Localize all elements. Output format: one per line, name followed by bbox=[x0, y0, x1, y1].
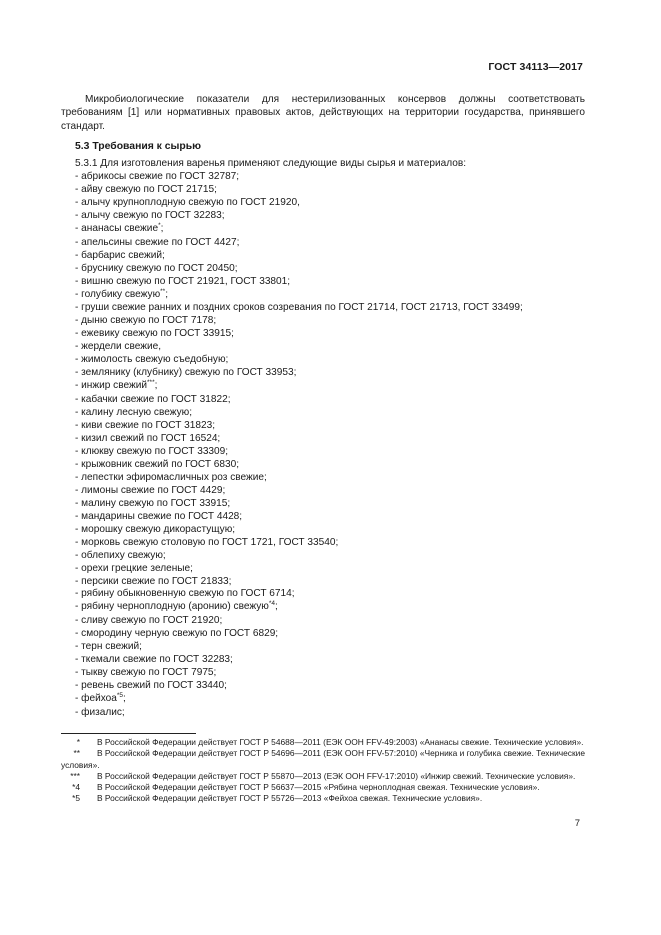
list-item-text: - малину свежую по ГОСТ 33915; bbox=[75, 497, 231, 509]
list-item bbox=[75, 394, 595, 407]
intro-paragraph bbox=[61, 93, 585, 133]
list-item bbox=[75, 276, 595, 289]
list-item bbox=[75, 707, 595, 720]
list-item bbox=[75, 354, 595, 367]
list-item bbox=[75, 667, 595, 680]
list-item-punctuation: ; bbox=[154, 380, 158, 392]
list-item bbox=[75, 407, 595, 420]
list-items bbox=[75, 171, 595, 720]
list-item bbox=[75, 263, 595, 276]
list-item bbox=[75, 223, 595, 237]
list-item-text: - кизил свежий по ГОСТ 16524; bbox=[75, 433, 221, 445]
list-item-text: - орехи грецкие зеленые; bbox=[75, 562, 193, 574]
footnotes bbox=[61, 737, 585, 805]
footnote-text: В Российской Федерации действует ГОСТ Р 54688—2011 (ЕЭК ООН FFV-49:2003) «Ананасы свежие. Технические условия». bbox=[97, 737, 584, 747]
footnote-mark: ** bbox=[73, 748, 80, 759]
list-item bbox=[75, 601, 595, 615]
list-item bbox=[75, 576, 595, 589]
list-item-text: - жимолость свежую съедобную; bbox=[75, 354, 229, 366]
document-code-header: ГОСТ 34113—2017 bbox=[488, 61, 583, 73]
footnote-mark: *** bbox=[70, 770, 80, 781]
list-item-punctuation: ; bbox=[274, 601, 278, 613]
list-item-text: - барбарис свежий; bbox=[75, 249, 165, 261]
footnote-mark: *5 bbox=[72, 793, 80, 804]
list-item bbox=[75, 459, 595, 472]
list-item-text: - морковь свежую столовую по ГОСТ 1721, ГОСТ 33540; bbox=[75, 536, 339, 548]
intro-text: Микробиологические показатели для нестерилизованных консервов должны соответствовать требованиям [1] или нормативных правовых актов, действующих на территории государства, принявшего стандарт. bbox=[61, 94, 585, 132]
list-item-text: - крыжовник свежий по ГОСТ 6830; bbox=[75, 458, 240, 470]
list-item-punctuation: ; bbox=[160, 222, 164, 234]
list-item-punctuation: ; bbox=[165, 288, 169, 300]
list-item-text: - ткемали свежие по ГОСТ 32283; bbox=[75, 654, 233, 666]
list-item bbox=[75, 250, 595, 263]
list-item-text: - физалис; bbox=[75, 707, 125, 719]
list-item bbox=[75, 615, 595, 628]
list-item-text: - землянику (клубнику) свежую по ГОСТ 33953; bbox=[75, 367, 297, 379]
list-item bbox=[75, 210, 595, 223]
list-item-text: - тыкву свежую по ГОСТ 7975; bbox=[75, 667, 217, 679]
list-item-text: - фейхоа bbox=[75, 693, 117, 705]
list-item bbox=[75, 433, 595, 446]
list-item bbox=[75, 289, 595, 303]
footnote-text: В Российской Федерации действует ГОСТ Р 54696—2011 (ЕЭК ООН FFV-57:2010) «Черника и голубика свежие. Технические условия». bbox=[61, 748, 585, 770]
list-item-text: - рябину обыкновенную свежую по ГОСТ 6714; bbox=[75, 588, 295, 600]
list-item-text: - терн свежий; bbox=[75, 641, 142, 653]
list-item-text: - жердели свежие, bbox=[75, 341, 162, 353]
list-item-text: - калину лесную свежую; bbox=[75, 407, 192, 419]
list-item-text: - дыню свежую по ГОСТ 7178; bbox=[75, 315, 217, 327]
list-item bbox=[75, 524, 595, 537]
list-item-text: - кабачки свежие по ГОСТ 31822; bbox=[75, 394, 231, 406]
footnote-text: В Российской Федерации действует ГОСТ Р 56637—2015 «Рябина черноплодная свежая. Технические условия». bbox=[97, 782, 540, 793]
list-item-text: - лепестки эфиромасличных роз свежие; bbox=[75, 471, 267, 483]
list-item bbox=[75, 380, 595, 394]
footnote bbox=[61, 737, 585, 748]
list-item-punctuation: ; bbox=[123, 693, 126, 705]
list-item-text: - абрикосы свежие по ГОСТ 32787; bbox=[75, 170, 240, 182]
list-item bbox=[75, 537, 595, 550]
list-item bbox=[75, 693, 595, 707]
list-item-text: - ежевику свежую по ГОСТ 33915; bbox=[75, 328, 234, 340]
list-item bbox=[75, 563, 595, 576]
raw-materials-list bbox=[75, 158, 595, 720]
footnote-reference: *4 bbox=[268, 600, 275, 608]
list-item-text: - ананасы свежие bbox=[75, 222, 159, 234]
list-item bbox=[75, 197, 595, 210]
footnote-reference: ** bbox=[160, 287, 166, 295]
list-item bbox=[75, 511, 595, 524]
footnote bbox=[61, 782, 585, 793]
footnote-mark: *4 bbox=[72, 782, 80, 793]
list-item-text: - морошку свежую дикорастущую; bbox=[75, 523, 236, 535]
list-item-text: - инжир свежий bbox=[75, 380, 148, 392]
list-item-text: - клюкву свежую по ГОСТ 33309; bbox=[75, 445, 229, 457]
list-item bbox=[75, 472, 595, 485]
list-item-text: - голубику свежую bbox=[75, 288, 161, 300]
list-item bbox=[75, 184, 595, 197]
footnote-separator bbox=[61, 733, 196, 734]
footnote-reference: *** bbox=[147, 379, 155, 387]
list-item bbox=[75, 680, 595, 693]
list-item-text: - рябину черноплодную (аронию) свежую bbox=[75, 601, 269, 613]
list-item-text: - алычу свежую по ГОСТ 32283; bbox=[75, 209, 225, 221]
list-item-text: - киви свежие по ГОСТ 31823; bbox=[75, 420, 216, 432]
list-item bbox=[75, 328, 595, 341]
list-item-text: - сливу свежую по ГОСТ 21920; bbox=[75, 615, 223, 627]
list-item bbox=[75, 302, 595, 315]
footnote bbox=[61, 771, 585, 782]
section-title: 5.3 Требования к сырью bbox=[75, 141, 202, 152]
footnote-reference: *5 bbox=[116, 692, 124, 700]
list-item bbox=[75, 315, 595, 328]
list-item bbox=[75, 654, 595, 667]
footnote-reference: * bbox=[158, 221, 161, 229]
list-item-text: - ревень свежий по ГОСТ 33440; bbox=[75, 680, 227, 692]
footnote-text: В Российской Федерации действует ГОСТ Р 55726—2013 «Фейхоа свежая. Технические условия». bbox=[97, 793, 483, 804]
list-item bbox=[75, 341, 595, 354]
page-number: 7 bbox=[574, 818, 580, 829]
list-item bbox=[75, 485, 595, 498]
list-lead: 5.3.1 Для изготовления варенья применяют следующие виды сырья и материалов: bbox=[75, 158, 467, 169]
list-item-text: - смородину черную свежую по ГОСТ 6829; bbox=[75, 628, 279, 640]
list-item-text: - апельсины свежие по ГОСТ 4427; bbox=[75, 236, 240, 248]
list-item bbox=[75, 171, 595, 184]
list-item bbox=[75, 498, 595, 511]
list-item bbox=[75, 641, 595, 654]
list-item-text: - лимоны свежие по ГОСТ 4429; bbox=[75, 484, 226, 496]
list-item-text: - персики свежие по ГОСТ 21833; bbox=[75, 575, 232, 587]
list-item bbox=[75, 420, 595, 433]
list-item-text: - груши свежие ранних и поздних сроков созревания по ГОСТ 21714, ГОСТ 21713, ГОСТ 33499; bbox=[75, 302, 523, 314]
footnote bbox=[61, 793, 585, 804]
list-item bbox=[75, 588, 595, 601]
list-item-text: - облепиху свежую; bbox=[75, 549, 166, 561]
list-item bbox=[75, 446, 595, 459]
list-item-text: - алычу крупноплодную свежую по ГОСТ 21920, bbox=[75, 196, 300, 208]
list-item-text: - мандарины свежие по ГОСТ 4428; bbox=[75, 510, 243, 522]
list-item bbox=[75, 550, 595, 563]
list-item-text: - вишню свежую по ГОСТ 21921, ГОСТ 33801; bbox=[75, 275, 291, 287]
list-item bbox=[75, 628, 595, 641]
footnote-text: В Российской Федерации действует ГОСТ Р 55870—2013 (ЕЭК ООН FFV-17:2010) «Инжир свежий. Технические условия». bbox=[97, 770, 576, 781]
list-item-text: - бруснику свежую по ГОСТ 20450; bbox=[75, 262, 238, 274]
list-item bbox=[75, 237, 595, 250]
list-item-text: - айву свежую по ГОСТ 21715; bbox=[75, 183, 217, 195]
footnote-mark: * bbox=[76, 737, 80, 747]
footnote bbox=[61, 748, 585, 771]
